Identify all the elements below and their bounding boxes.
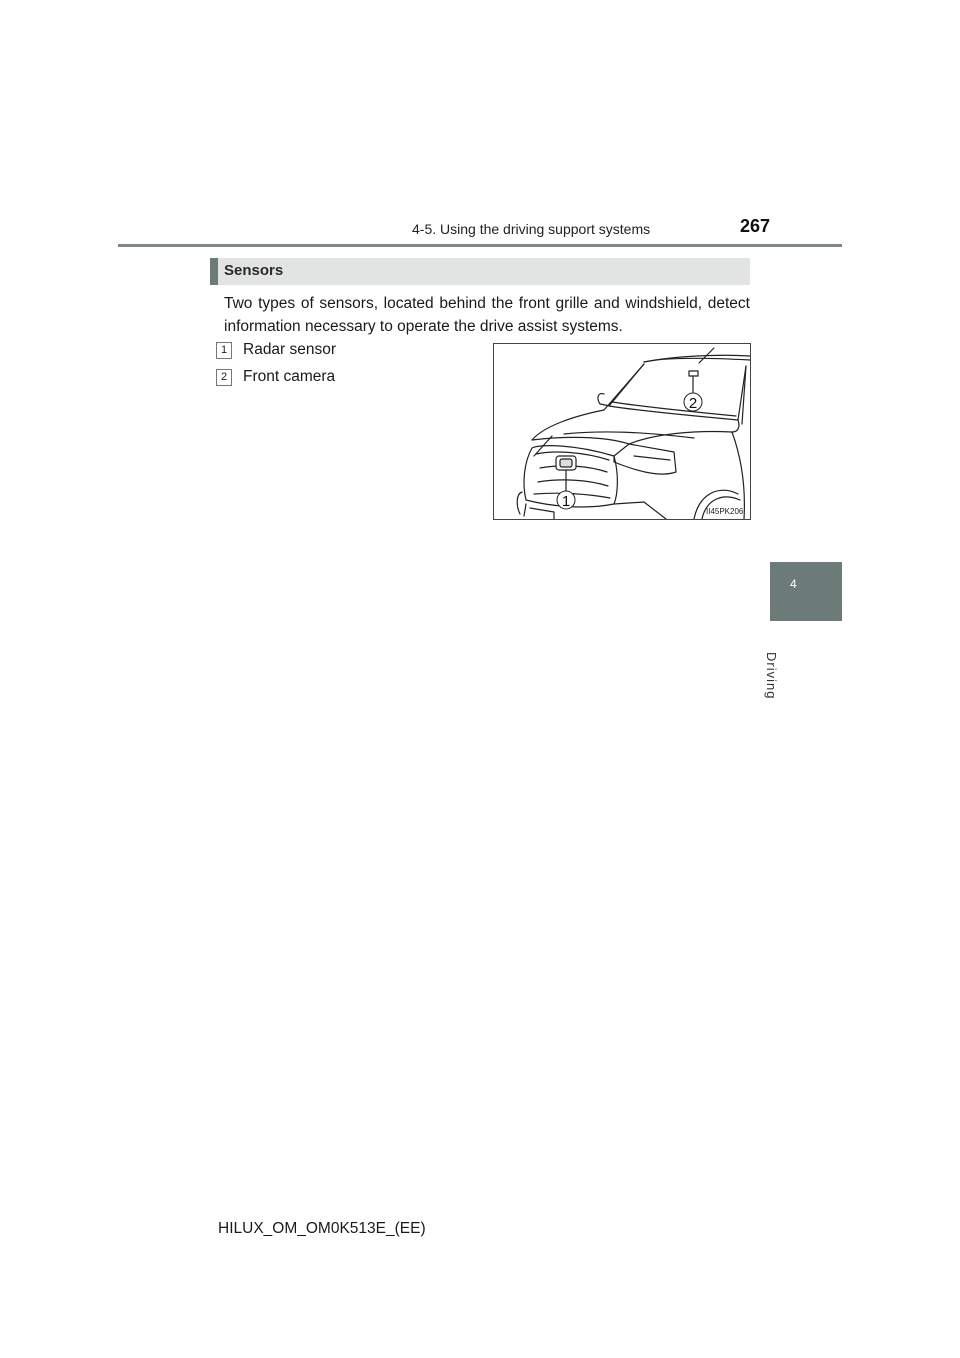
- header-divider: [118, 244, 842, 247]
- item-label-radar-sensor: Radar sensor: [243, 341, 337, 358]
- item-number-badge: 1: [216, 342, 232, 359]
- vehicle-front-drawing: [494, 344, 750, 519]
- vehicle-sensor-illustration: [493, 343, 751, 520]
- item-label-front-camera: Front camera: [243, 368, 336, 385]
- chapter-label: Driving: [764, 652, 779, 700]
- chapter-number: 4: [790, 577, 797, 591]
- section-heading-accent: [210, 258, 218, 285]
- header-section-title: 4-5. Using the driving support systems: [412, 221, 651, 237]
- callout-number-1: 1: [561, 493, 571, 510]
- item-number-badge: 2: [216, 369, 232, 386]
- chapter-tab: [770, 562, 842, 621]
- figure-code: II45PK206: [706, 507, 744, 516]
- section-title: Sensors: [224, 262, 284, 279]
- callout-number-2: 2: [688, 395, 698, 412]
- page-number: 267: [740, 216, 771, 236]
- section-heading-bar: [210, 258, 750, 285]
- footer-manual-code: HILUX_OM_OM0K513E_(EE): [218, 1220, 426, 1237]
- section-intro-text: Two types of sensors, located behind the front grille and windshield, detect information necessary to operate the drive assist systems.: [224, 295, 750, 335]
